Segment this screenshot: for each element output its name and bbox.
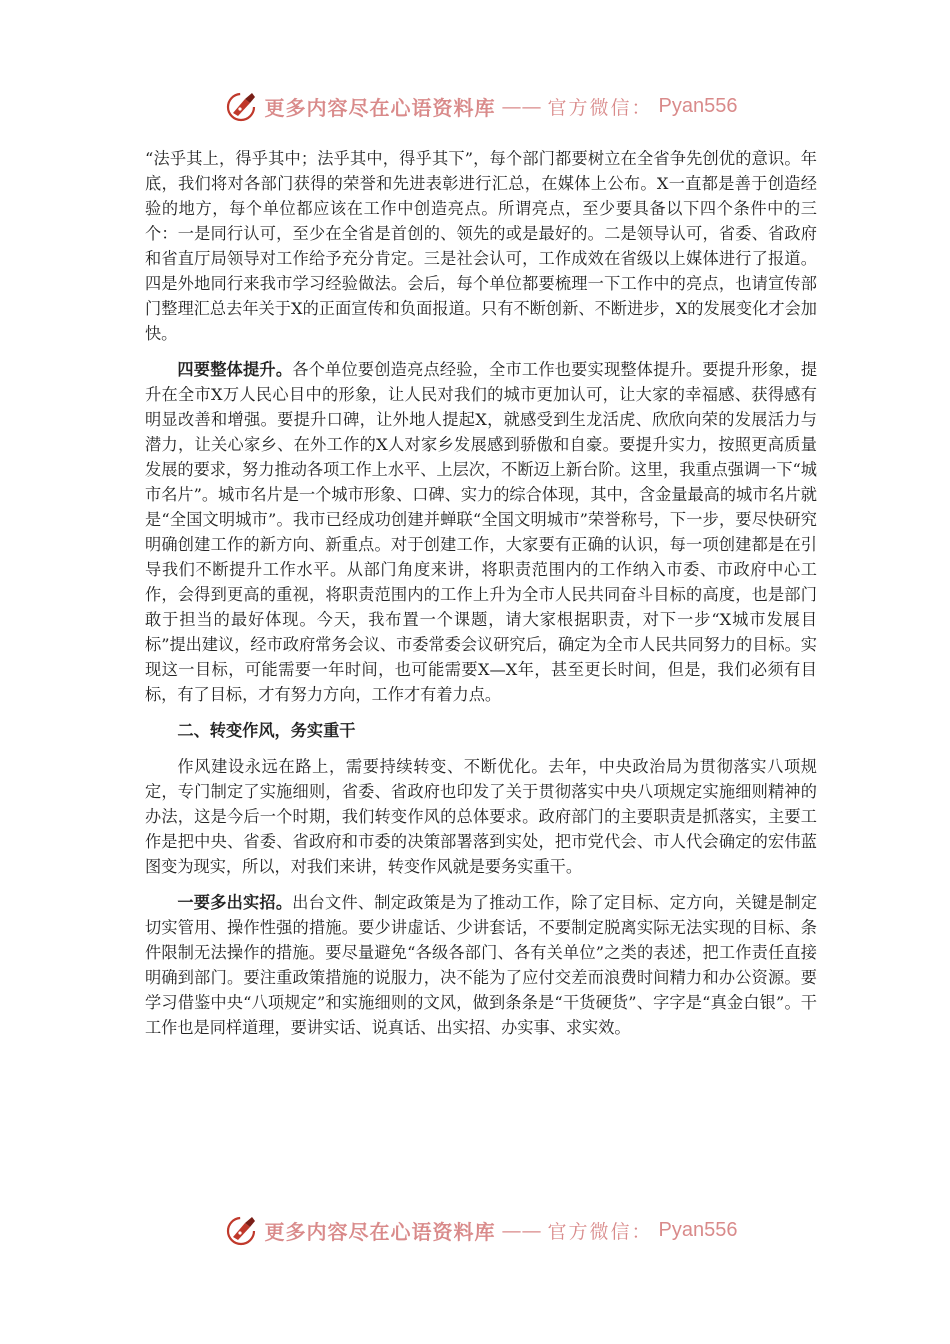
banner-main-text: 更多内容尽在心语资料库 [264, 1219, 496, 1244]
paragraph-2 [145, 357, 817, 707]
banner-wechat-id: Pyan556 [658, 1218, 738, 1241]
paragraph-4-lead: 一要多出实招。 [177, 893, 293, 912]
banner-separator: —— [501, 94, 542, 118]
footer-banner [0, 1210, 950, 1250]
pen-nib-logo-icon [225, 1213, 259, 1247]
banner-wechat-label: 官方微信： [547, 1220, 653, 1243]
paragraph-1: “法乎其上，得乎其中；法乎其中，得乎其下”，每个部门都要树立在全省争先创优的意识。年底，我们将对各部门获得的荣誉和先进表彰进行汇总，在媒体上公布。X一直都是善于创造经验的地方，每个单位都应该在工作中创造亮点。所谓亮点，至少要具备以下四个条件中的三个：一是同行认可，至少在全省是首创的、领先的或是最好的。二是领导认可，省委、省政府和省直厅局领导对工作给予充分肯定。三是社会认可，工作成效在省级以上媒体进行了报道。四是外地同行来我市学习经验做法。会后，每个单位都要梳理一下工作中的亮点，也请宣传部门整理汇总去年关于X的正面宣传和负面报道。只有不断创新、不断进步，X的发展变化才会加快。 [145, 149, 817, 343]
banner-inner-bottom [225, 1213, 738, 1247]
paragraph-4-body: 出台文件、制定政策是为了推动工作，除了定目标、定方向，关键是制定切实管用、操作性强的措施。要少讲虚话、少讲套话，不要制定脱离实际无法实现的目标、条件限制无法操作的措施。要尽量避免“各级各部门、各有关单位”之类的表述，把工作责任直接明确到部门。要注重政策措施的说服力，决不能为了应付交差而浪费时间精力和办公资源。要学习借鉴中央“八项规定”和实施细则的文风，做到条条是“干货硬货”、字字是“真金白银”。干工作也是同样道理，要讲实话、说真话、出实招、办实事、求实效。 [145, 893, 818, 1037]
paragraph-4 [145, 890, 817, 1040]
pen-nib-logo-icon [225, 89, 259, 123]
section-heading-2: 二、转变作风，务实重干 [177, 721, 356, 740]
banner-main-text: 更多内容尽在心语资料库 [264, 95, 496, 120]
banner-separator: —— [501, 1218, 542, 1242]
banner-inner [225, 89, 738, 123]
paragraph-3: 作风建设永远在路上，需要持续转变、不断优化。去年，中央政治局为贯彻落实八项规定，专门制定了实施细则，省委、省政府也印发了关于贯彻落实中央八项规定实施细则精神的办法，这是今后一个时期，我们转变作风的总体要求。政府部门的主要职责是抓落实，主要工作是把中央、省委、省政府和市委的决策部署落到实处，把市党代会、市人代会确定的宏伟蓝图变为现实，所以，对我们来讲，转变作风就是要务实重干。 [145, 757, 817, 876]
paragraph-2-body: 各个单位要创造亮点经验，全市工作也要实现整体提升。要提升形象，提升在全市X万人民心目中的形象，让人民对我们的城市更加认可，让大家的幸福感、获得感有明显改善和增强。要提升口碑，让外地人提起X，就感受到生龙活虎、欣欣向荣的发展活力与潜力，让关心家乡、在外工作的X人对家乡发展感到骄傲和自豪。要提升实力，按照更高质量发展的要求，努力推动各项工作上水平、上层次，不断迈上新台阶。这里，我重点强调一下“城市名片”。城市名片是一个城市形象、口碑、实力的综合体现，其中，含金量最高的城市名片就是“全国文明城市”。我市已经成功创建并蝉联“全国文明城市”荣誉称号，下一步，要尽快研究明确创建工作的新方向、新重点。对于创建工作，大家要有正确的认识，每一项创建都是在引导我们不断提升工作水平。从部门角度来讲，将职责范围内的工作纳入市委、市政府中心工作，会得到更高的重视，将职责范围内的工作上升为全市人民共同奋斗目标的高度，也是部门敢于担当的最好体现。今天，我布置一个课题，请大家根据职责，对下一步“X城市发展目标”提出建议，经市政府常务会议、市委常委会议研究后，确定为全市人民共同努力的目标。实现这一目标，可能需要一年时间，也可能需要X—X年，甚至更长时间，但是，我们必须有目标，有了目标，才有努力方向，工作才有着力点。 [145, 360, 818, 704]
document-body [145, 146, 817, 1040]
banner-wechat-label: 官方微信： [547, 96, 653, 119]
paragraph-2-lead: 四要整体提升。 [177, 360, 293, 379]
banner-wechat-id: Pyan556 [658, 94, 738, 117]
header-banner [0, 86, 950, 126]
